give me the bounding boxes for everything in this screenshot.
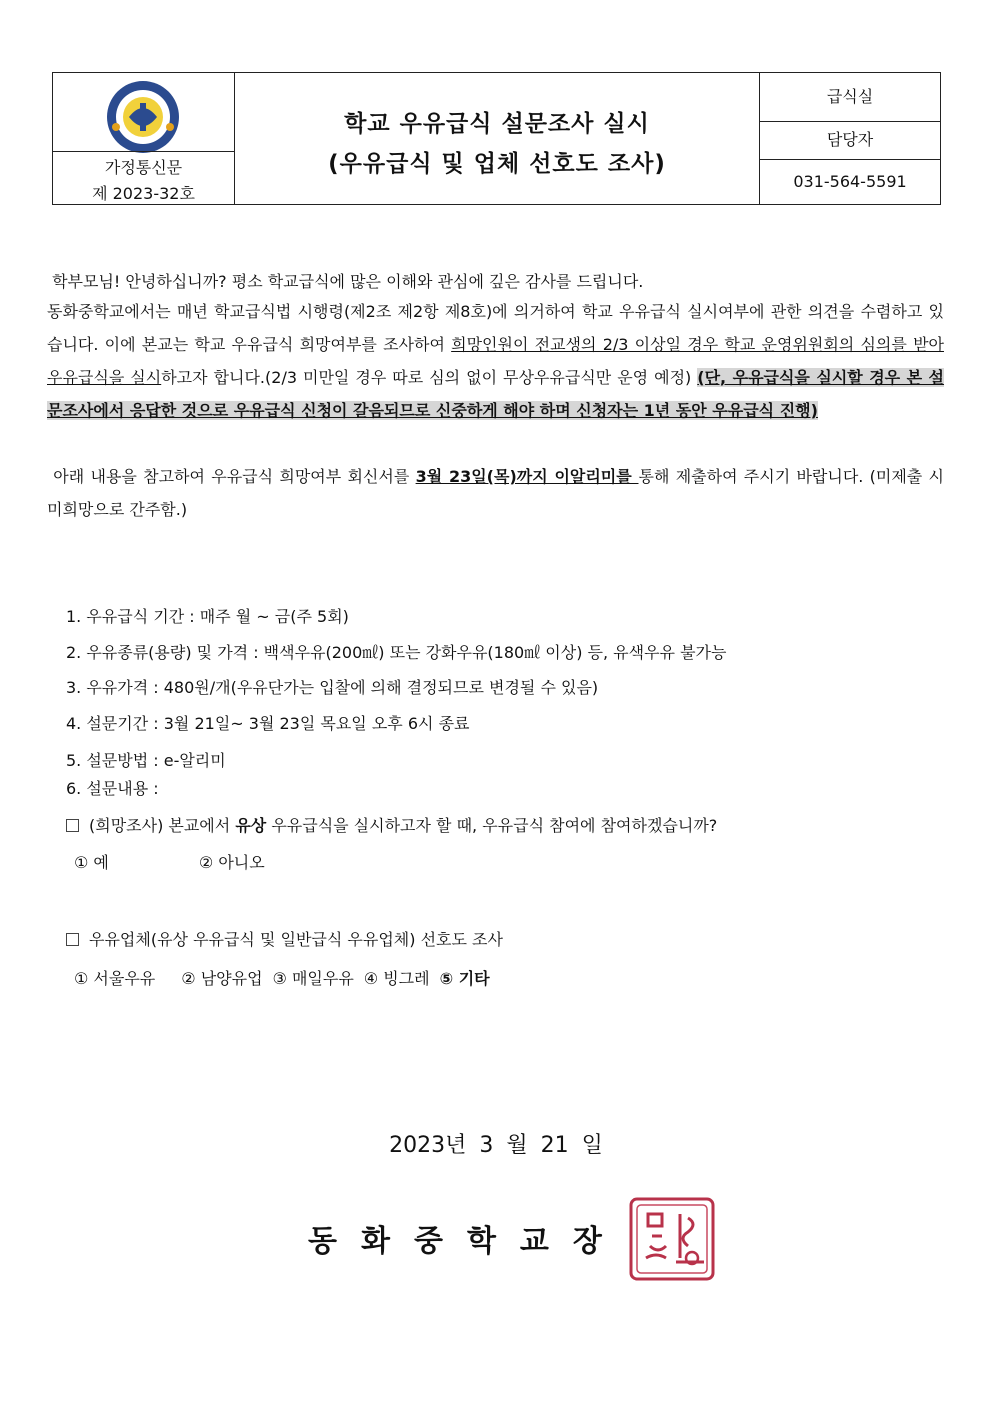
question-vendor-preference — [66, 927, 503, 950]
document-title: 학교 우유급식 설문조사 실시 — [344, 111, 650, 137]
item-period: 1. 우유급식 기간 : 매주 월 ~ 금(주 5회) — [66, 607, 349, 626]
intro-highlight-notice: (단, 우유급식을 실시할 경우 본 설문조사에서 응답한 것으로 우유급식 신청이 갈음되므로 신중하게 해야 하며 신청자는 1년 동안 우유급식 진행) — [47, 368, 945, 420]
submission-text-a: 아래 내용을 참고하여 우유급식 희망여부 회신서를 — [53, 467, 416, 486]
question-participation — [66, 813, 717, 836]
official-seal-icon — [628, 1196, 716, 1282]
item-milk-type: 2. 우유종류(용량) 및 가격 : 백색우유(200㎖) 또는 강화우유(180㎖ 이상) 등, 유색우유 불가능 — [66, 643, 727, 662]
intro-underlined-condition: 희망인원이 전교생의 2/3 이상일 경우 학교 운영위원회의 심의를 받아 우유급식을 실시 — [47, 335, 944, 387]
item-survey-period: 4. 설문기간 : 3월 21일~ 3월 23일 목요일 오후 6시 종료 — [66, 714, 470, 733]
q2-option-maeil: ③ 매일우유 — [272, 969, 354, 988]
q2-option-binggrae: ④ 빙그레 — [363, 969, 430, 988]
header-left-cell — [53, 73, 235, 204]
submission-paragraph — [47, 460, 944, 526]
contact-person-label: 담당자 — [760, 121, 940, 160]
q2-option-seoul: ① 서울우유 — [74, 969, 156, 988]
checkbox-icon — [66, 933, 79, 946]
q1-option-no: ② 아니오 — [198, 853, 265, 872]
header-contact-cell — [760, 73, 940, 204]
q1-option-yes: ① 예 — [74, 853, 109, 872]
greeting — [47, 265, 944, 298]
q2-options — [74, 966, 500, 989]
newsletter-label: 가정통신문 — [104, 158, 183, 177]
contact-phone: 031-564-5591 — [793, 172, 907, 191]
greeting-text: 학부모님! 안녕하십니까? 평소 학교급식에 많은 이해와 관심에 깊은 감사를 드립니다. — [52, 272, 644, 291]
intro-text-b: 하고자 합니다.(2/3 미만일 경우 따로 심의 없이 무상우유급식만 운영 예정) — [161, 368, 698, 387]
item-survey-content: 6. 설문내용 : — [66, 779, 159, 798]
header-title-cell — [235, 73, 760, 204]
header-table — [52, 72, 941, 205]
intro-paragraph — [47, 295, 944, 427]
issue-date: 2023년 3 월 21 일 — [389, 1133, 603, 1158]
q1-suffix: 우유급식을 실시하고자 할 때, 우유급식 참여에 참여하겠습니까? — [266, 816, 718, 835]
q1-options — [74, 850, 275, 873]
q2-text: 우유업체(유상 우유급식 및 일반급식 우유업체) 선호도 조사 — [89, 930, 503, 949]
submission-deadline: 3월 23일(목)까지 이알리미를 — [415, 467, 639, 486]
q1-prefix: (희망조사) 본교에서 — [89, 816, 236, 835]
principal-signature-line: 동화중학교장 — [308, 1224, 626, 1259]
issue-number: 제 2023-32호 — [92, 184, 195, 203]
intro-text-a: 동화중학교에서는 매년 학교급식법 시행령(제2조 제2항 제8호)에 의거하여 학교 우유급식 실시여부에 관한 의견을 수렴하고 있습니다. 이에 본교는 학교 우유급식 희망여부를 조사하여 — [47, 302, 944, 354]
header-left-divider — [53, 151, 234, 152]
q2-option-other: ⑤ 기타 — [439, 969, 490, 988]
submission-text-b: 통해 제출하여 주시기 바랍니다. (미제출 시 미희망으로 간주함.) — [47, 467, 945, 519]
item-price: 3. 우유가격 : 480원/개(우유단가는 입찰에 의해 결정되므로 변경될 수 있음) — [66, 678, 599, 697]
school-logo-icon — [105, 79, 181, 155]
q1-bold-word: 유상 — [235, 816, 267, 835]
checkbox-icon — [66, 819, 79, 832]
item-survey-method: 5. 설문방법 : e-알리미 — [66, 751, 226, 770]
department-label: 급식실 — [760, 73, 940, 122]
document-subtitle: (우유급식 및 업체 선호도 조사) — [328, 151, 666, 177]
q2-option-namyang: ② 남양유업 — [181, 969, 263, 988]
